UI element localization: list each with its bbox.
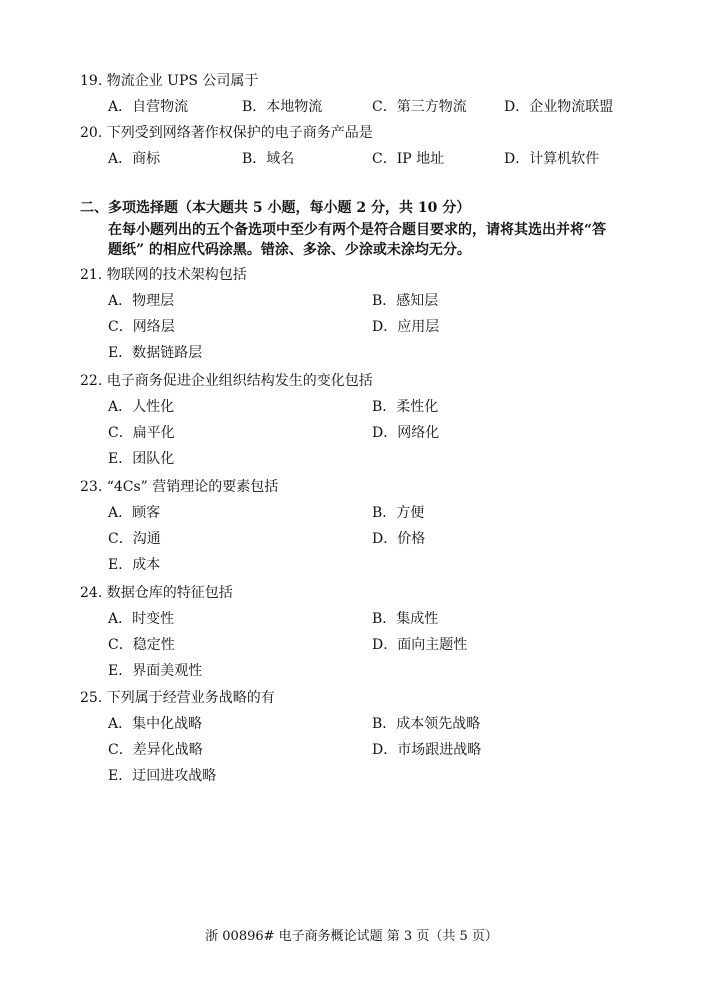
- question-24-option-a: A．时变性: [108, 611, 175, 627]
- section-instruction-line-2: 题纸” 的相应代码涂黑。错涂、多涂、少涂或未涂均无分。: [108, 242, 471, 258]
- section-title: 二、多项选择题（本大题共 5 小题，每小题 2 分，共 10 分）: [80, 200, 471, 216]
- question-stem: 数据仓库的特征包括: [106, 585, 233, 601]
- question-24-option-d: D．面向主题性: [372, 637, 468, 653]
- question-21-option-d: D．应用层: [372, 319, 440, 335]
- question-22-option-d: D．网络化: [372, 425, 440, 441]
- question-21-option-a: A．物理层: [108, 293, 175, 309]
- question-20-option-d: D．计算机软件: [504, 151, 600, 167]
- question-25-stem: [80, 689, 275, 707]
- question-22-option-a: A．人性化: [108, 399, 175, 415]
- question-21-option-c: C．网络层: [108, 319, 175, 335]
- question-24-option-b: B．集成性: [372, 611, 439, 627]
- question-23-option-c: C．沟通: [108, 531, 161, 547]
- question-number: 24.: [80, 585, 103, 601]
- question-25-option-e: E．迂回进攻战略: [108, 768, 217, 784]
- question-stem: 物流企业 UPS 公司属于: [106, 73, 259, 89]
- question-23-option-e: E．成本: [108, 557, 161, 573]
- question-number: 19.: [80, 73, 103, 89]
- question-24-option-e: E．界面美观性: [108, 663, 203, 679]
- question-22-option-c: C．扁平化: [108, 425, 175, 441]
- question-stem: 下列受到网络著作权保护的电子商务产品是: [106, 125, 373, 141]
- question-20-option-c: C．IP 地址: [372, 151, 445, 167]
- page-footer: 浙 00896# 电子商务概论试题 第 3 页（共 5 页）: [205, 929, 498, 944]
- question-19-option-b: B．本地物流: [242, 99, 323, 115]
- question-19-option-a: A．自营物流: [108, 99, 189, 115]
- question-23-option-b: B．方便: [372, 505, 425, 521]
- question-25-option-c: C．差异化战略: [108, 742, 203, 758]
- question-23-stem: [80, 478, 278, 496]
- question-21-option-e: E．数据链路层: [108, 345, 203, 361]
- question-24-option-c: C．稳定性: [108, 637, 175, 653]
- question-24-stem: [80, 584, 233, 602]
- question-22-option-e: E．团队化: [108, 451, 175, 467]
- question-25-option-b: B．成本领先战略: [372, 716, 481, 732]
- question-25-option-a: A．集中化战略: [108, 716, 203, 732]
- question-19-stem: [80, 72, 258, 90]
- question-20-option-a: A．商标: [108, 151, 161, 167]
- question-23-option-a: A．顾客: [108, 505, 161, 521]
- question-21-stem: [80, 266, 247, 284]
- question-number: 25.: [80, 690, 103, 706]
- question-number: 23.: [80, 479, 103, 495]
- question-number: 22.: [80, 373, 103, 389]
- question-25-option-d: D．市场跟进战略: [372, 742, 482, 758]
- question-stem: 下列属于经营业务战略的有: [106, 690, 275, 706]
- question-stem: 电子商务促进企业组织结构发生的变化包括: [106, 373, 373, 389]
- question-21-option-b: B．感知层: [372, 293, 439, 309]
- question-19-option-c: C．第三方物流: [372, 99, 467, 115]
- question-20-stem: [80, 124, 373, 142]
- question-stem: 物联网的技术架构包括: [106, 267, 247, 283]
- question-20-option-b: B．域名: [242, 151, 295, 167]
- question-23-option-d: D．价格: [372, 531, 426, 547]
- question-number: 21.: [80, 267, 103, 283]
- question-stem: “4Cs” 营销理论的要素包括: [106, 479, 279, 495]
- question-22-stem: [80, 372, 373, 390]
- question-number: 20.: [80, 125, 103, 141]
- section-instruction-line-1: 在每小题列出的五个备选项中至少有两个是符合题目要求的，请将其选出并将“答: [108, 222, 607, 238]
- question-22-option-b: B．柔性化: [372, 399, 439, 415]
- question-19-option-d: D．企业物流联盟: [504, 99, 614, 115]
